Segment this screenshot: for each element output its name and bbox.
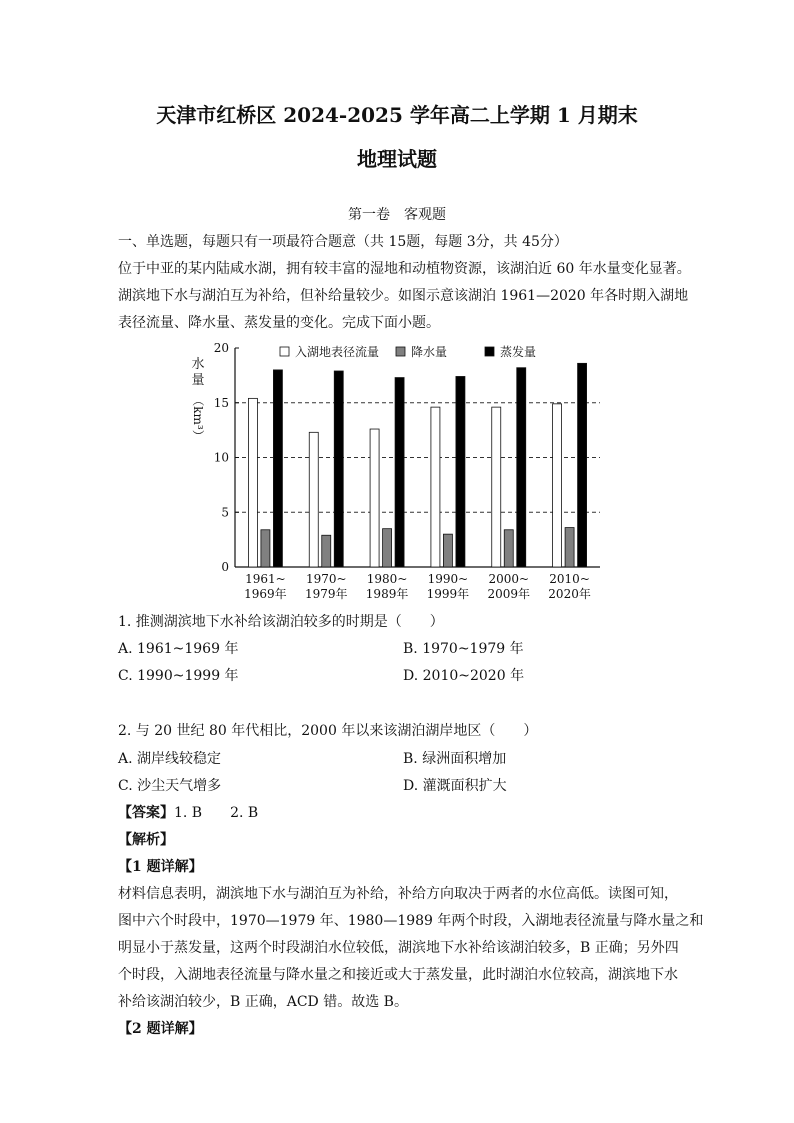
legend-label: 降水量 [411,345,448,359]
legend-swatch [396,347,405,356]
x-tick-label: 1961~ [245,572,286,586]
x-tick-label: 1979年 [304,587,348,601]
detail-1-line: 材料信息表明，湖滨地下水与湖泊互为补给，补给方向取决于两者的水位高低。读图可知， [118,886,678,902]
x-tick-label: 1990~ [427,572,469,586]
detail-1-line: 明显小于蒸发量，这两个时段湖泊水位较低，湖滨地下水补给该湖泊较多，B 正确；另外四 [118,940,679,956]
answer-label: 【答案】 [118,805,174,821]
bar [517,368,526,567]
question-2-option-d: D. 灌溉面积扩大 [403,778,507,794]
paper-title-line1: 天津市红桥区 2024-2025 学年高二上学期 1 月期末 [156,103,638,127]
legend-label: 蒸发量 [500,345,537,359]
x-tick-label: 2010~ [549,572,590,586]
bar [383,529,392,567]
answer-text: 1. B 2. B [174,805,259,821]
bar [431,407,440,567]
x-tick-label: 1969年 [244,587,287,601]
y-tick-label: 10 [213,450,229,465]
bar [565,528,574,567]
y-axis-label: 量 [191,373,205,388]
bar [395,378,404,567]
bar [248,398,257,567]
question-2-option-a: A. 湖岸线较稳定 [118,751,222,767]
x-tick-label: 1980~ [366,572,408,586]
x-tick-label: 1970~ [305,572,347,586]
question-1-stem: 1. 推测湖滨地下水补给该湖泊较多的时期是（ ） [118,614,444,630]
y-tick-label: 20 [213,341,229,355]
x-tick-label: 2020年 [548,587,591,601]
passage-line: 位于中亚的某内陆咸水湖，拥有较丰富的湿地和动植物资源，该湖泊近 60 年水量变化显著。 [118,261,691,277]
question-2-option-c: C. 沙尘天气增多 [118,778,222,794]
question-2-option-b: B. 绿洲面积增加 [403,751,507,767]
section-heading: 第一卷 客观题 [348,207,446,223]
detail-1-line: 补给该湖泊较少，B 正确，ACD 错。故选 B。 [118,994,408,1010]
y-tick-label: 0 [221,560,229,574]
question-1-option-d: D. 2010~2020 年 [403,668,525,684]
bar [322,535,331,567]
paper-title-line2: 地理试题 [357,147,437,171]
question-1-option-b: B. 1970~1979 年 [403,641,524,657]
y-tick-label: 5 [221,505,229,520]
y-axis-unit: （km³） [191,394,205,442]
question-1-option-a: A. 1961~1969 年 [118,641,239,657]
legend-swatch [280,347,289,356]
x-tick-label: 1999年 [426,587,470,601]
part-heading: 一、单选题，每题只有一项最符合题意（共 15题，每题 3分，共 45分） [118,234,568,250]
bar [370,429,379,567]
x-tick-label: 2009年 [487,587,531,601]
question-2-stem: 2. 与 20 世纪 80 年代相比，2000 年以来该湖泊湖岸地区（ ） [118,723,538,739]
detail-1-line: 图中六个时段中，1970—1979 年、1980—1989 年两个时段，入湖地表径流量与降水量之和 [118,913,704,929]
bar [492,407,501,567]
passage-line: 表径流量、降水量、蒸发量的变化。完成下面小题。 [118,315,440,331]
bar [578,363,587,567]
bar [456,376,465,567]
answer-row [118,802,258,822]
bar [553,404,562,567]
bar [334,371,343,567]
x-tick-label: 2000~ [488,572,530,586]
water-balance-bar-chart [180,336,620,606]
legend-label: 入湖地表径流量 [295,345,380,359]
bar [504,530,513,567]
detail-1-label: 【1 题详解】 [118,859,203,875]
bar [261,530,270,567]
y-tick-label: 15 [213,395,229,410]
detail-1-line: 个时段，入湖地表径流量与降水量之和接近或大于蒸发量，此时湖泊水位较高，湖滨地下水 [118,967,678,983]
bar [273,370,282,567]
bar [309,432,318,567]
bar [443,534,452,567]
legend-swatch [485,347,494,356]
y-axis-label: 水 [191,357,205,372]
passage-line: 湖滨地下水与湖泊互为补给，但补给量较少。如图示意该湖泊 1961—2020 年各时期入湖地 [118,288,689,304]
x-tick-label: 1989年 [365,587,409,601]
analysis-label: 【解析】 [118,832,174,848]
detail-2-label: 【2 题详解】 [118,1021,203,1037]
question-1-option-c: C. 1990~1999 年 [118,668,239,684]
